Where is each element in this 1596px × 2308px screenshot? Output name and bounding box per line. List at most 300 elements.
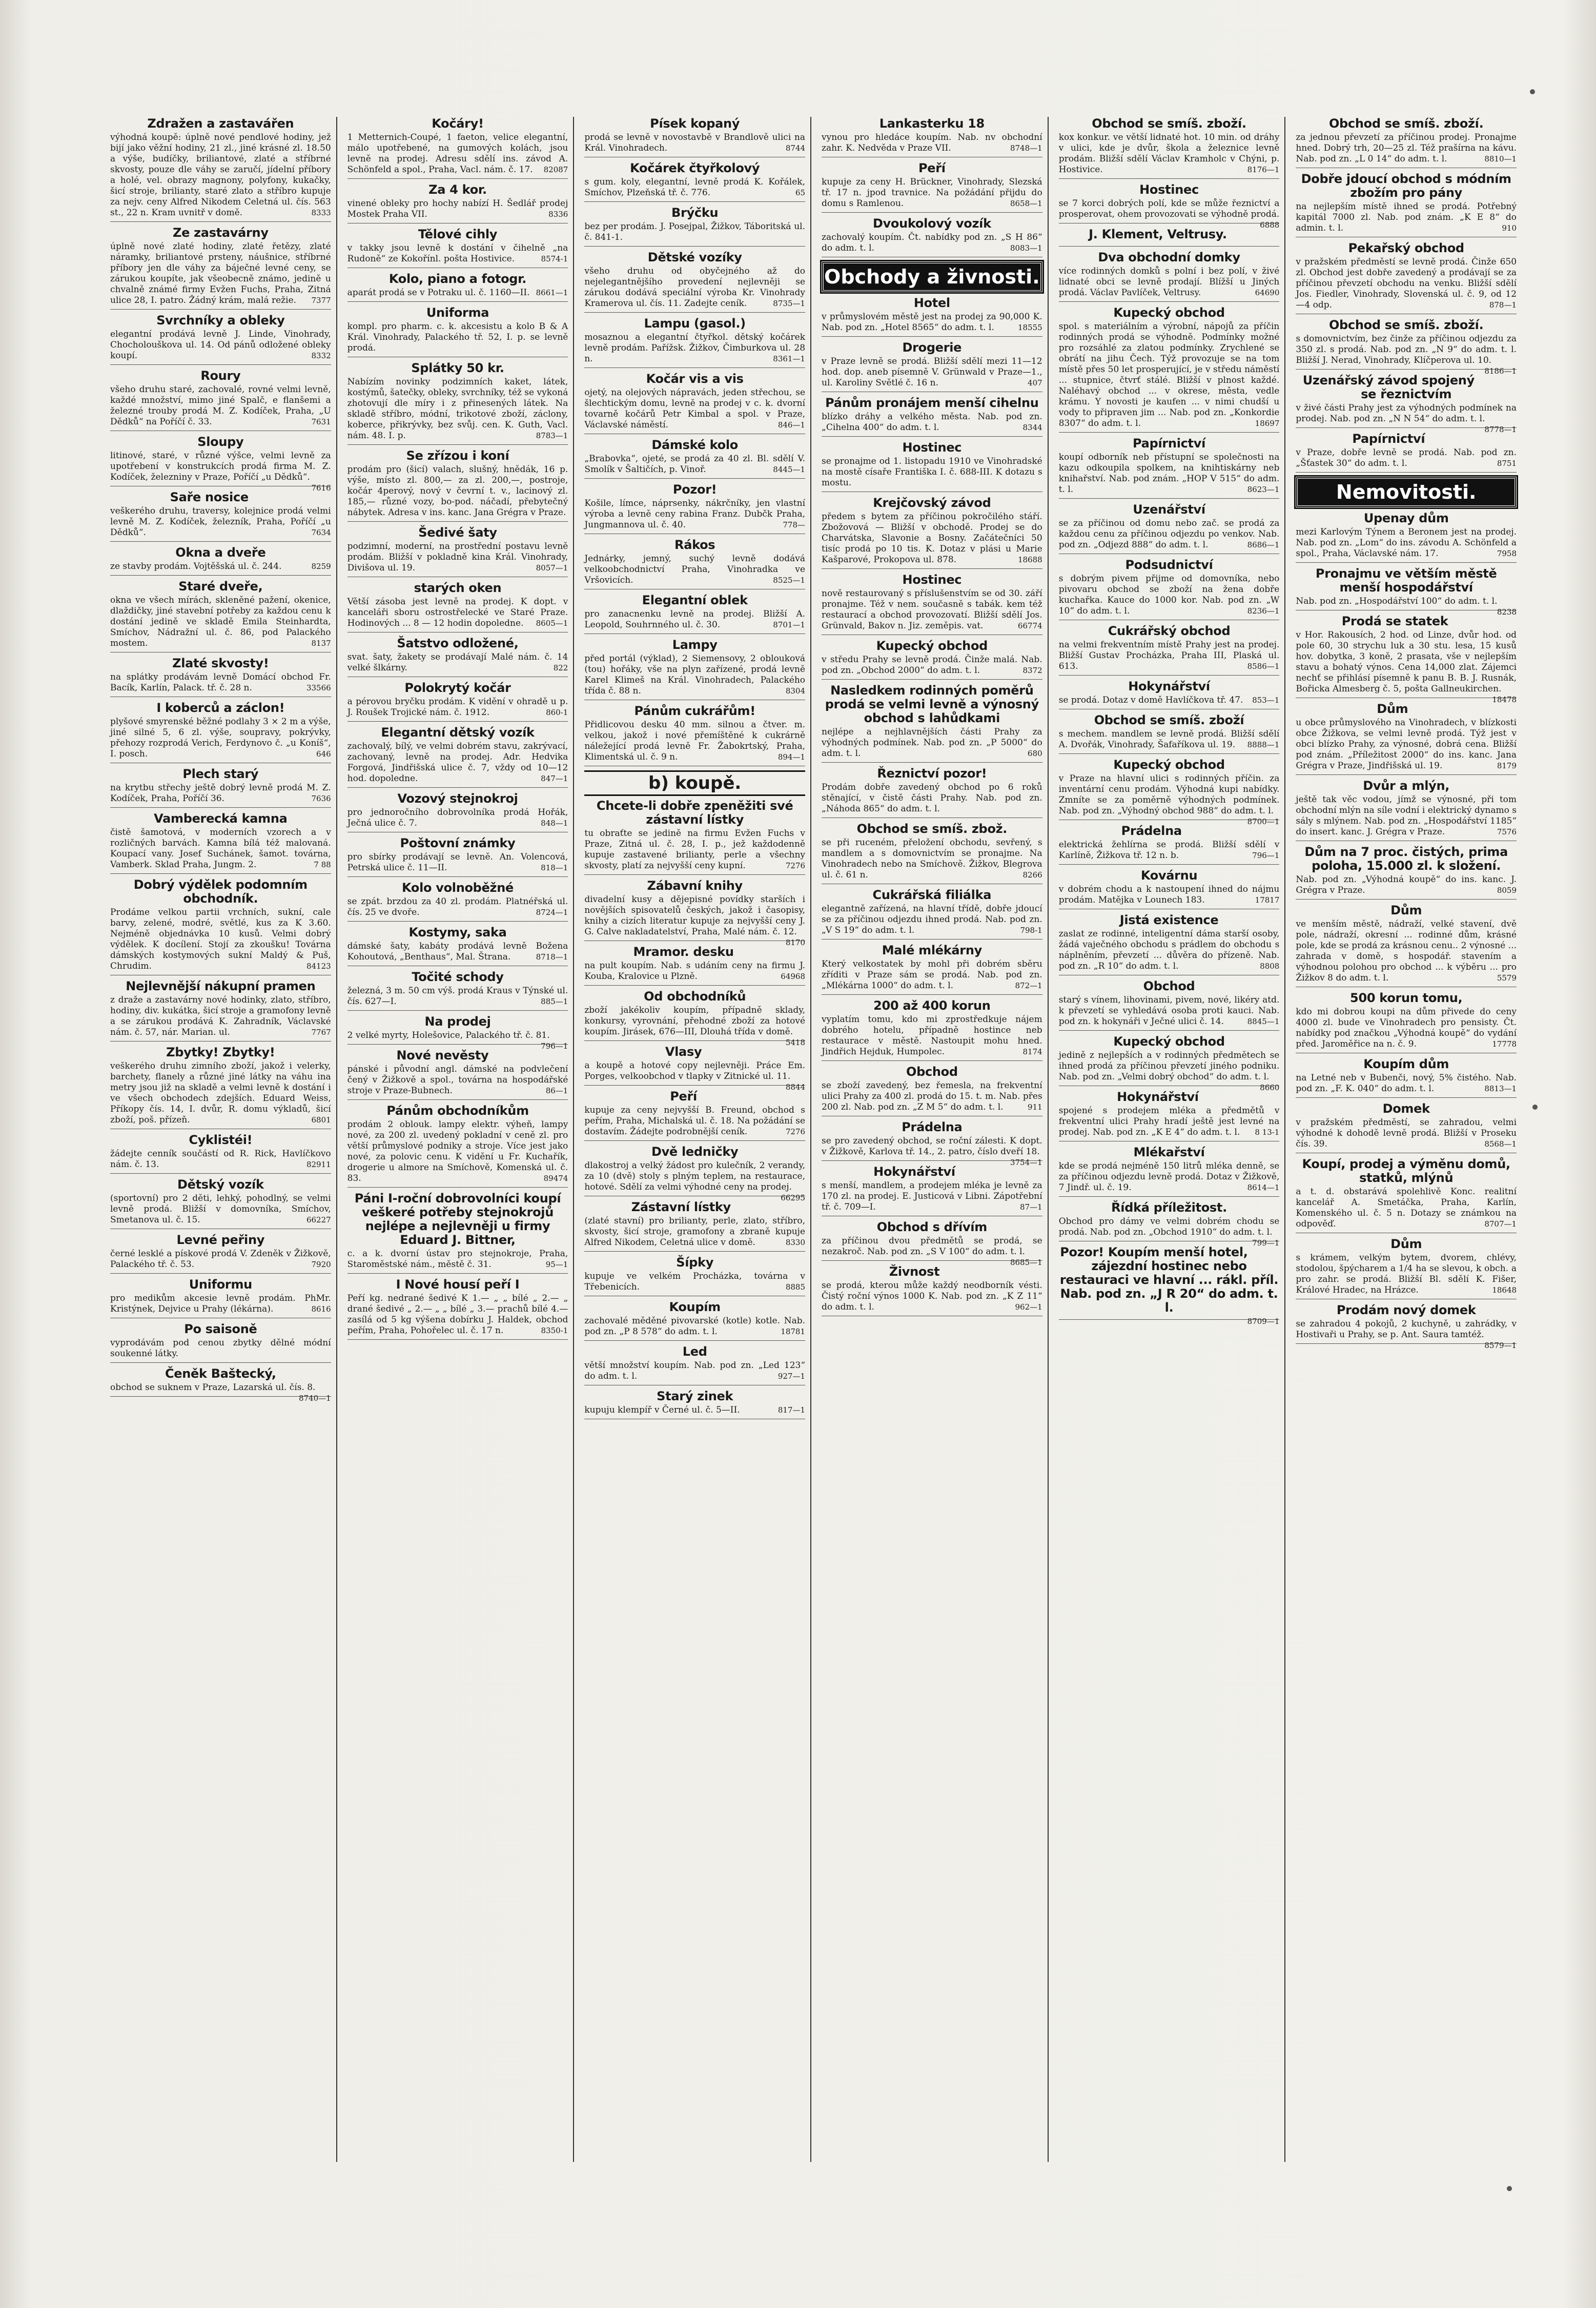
ad-title: Starý zinek (657, 1389, 733, 1403)
ad-body: výhodná koupě: úplně nové pendlové hodiny, jež bijí jako věžní hodiny, 21 zl., jiné krásné zl. 18.50 a výše, budíčky, briliantové, zlaté a stříbrné skvosty, pouze dle váhy se zaručí, jídelní příbory a holé, vel. obrazy magnony, polyfony, kukačky, šicí stroje, brilianty, staré zlato a stříbro kupuje za nejv. ceny Alfred Nikodem Celetná ul. čís. 563 st., 22 n. Kram uvnitř v domě. (110, 132, 331, 218)
ad-code: 8616 (311, 1304, 331, 1314)
ad-code: 8686—1 (1247, 540, 1280, 549)
ad-title: Dům na 7 proc. čistých, prima poloha, 15.000 zl. k složení. (1304, 845, 1508, 873)
classified-ad (110, 979, 331, 1041)
classified-ad (110, 1278, 331, 1318)
classified-ad (347, 970, 568, 1011)
ad-body: kupuje za ceny nejvyšší B. Freund, obchod s peřím, Praha, Michalská ul. č. 18. Na požádání se dostavím. Žádejte podrobnější ceník. (584, 1105, 806, 1137)
ad-body: veškerého druhu, traversy, kolejnice prodá velmi levně M. Z. Kodíček, železník, Praha, Poříčí „u Dědků“. (110, 506, 331, 538)
ad-title: Hokynářství (873, 1165, 955, 1179)
classified-ad (347, 183, 568, 223)
ad-code: 8525—1 (773, 576, 806, 585)
ad-title: Cukrářská filiálka (872, 888, 992, 902)
classified-ad (822, 767, 1042, 818)
ad-code: 18688 (1017, 555, 1042, 564)
ad-code: 18478 (1492, 695, 1517, 704)
ad-text (1296, 874, 1517, 896)
ad-body: Nabízím novinky podzimních kaket, látek, kostýmů, šatečky, obleky, svrchníky, též se vykoná zhotovují dle míry i z přinesených látek. Na skladě stříbro, módní, trikotové zboží, záclony, koberce, přikrývky, bez svůj. cen. K. Guth, Vacl. nám. 48. I. p. (347, 377, 568, 441)
ad-code: 64968 (781, 972, 806, 981)
ad-text (1058, 1050, 1280, 1092)
classified-ad (1059, 680, 1280, 709)
ad-body: v živé části Prahy jest za výhodných podmínek na prodej. Nab. pod zn. „N N 54“ do adm. t. l. (1296, 403, 1517, 424)
ad-body: tu obraťte se jedině na firmu Evžen Fuchs v Praze, Zitná ul. č. 28, I. p., jež každodenně kupuje zastavené brilianty, perle a všechny skvosty, platí za nejvyšší ceny kupní. (584, 828, 806, 871)
ad-title: Pozor! Koupím menší hotel, zájezdní hostinec nebo restauraci ve hlavní ... rákl. příl. Nab. pod zn. „J R 20“ do adm. t. l. (1059, 1245, 1279, 1315)
ad-code: 799—1 (1252, 1238, 1280, 1248)
ad-title: Kovárnu (1140, 868, 1198, 883)
ad-title: Staré dveře, (178, 579, 263, 594)
ad-code: 8083—1 (1010, 243, 1042, 253)
classified-ad (1296, 614, 1517, 704)
ad-body: Jednárky, jemný, suchý levně dodává velkoobchodnictví Praha, Vinohradka ve Vršovicích. (584, 554, 806, 585)
classified-ad (1059, 117, 1280, 179)
ad-text (584, 132, 805, 154)
ad-code: 778— (783, 520, 806, 529)
ad-text (822, 904, 1042, 936)
ad-body: v pražském předměstí, se zahradou, velmi výhodné k dohodě levně prodá. Bližší v Proseku čís. 39. (1296, 1117, 1517, 1149)
ad-title: Dětské vozíky (647, 250, 742, 264)
ad-code: 8701—1 (773, 620, 806, 629)
ad-body: aparát prodá se v Potraku ul. č. 1160—II. (347, 288, 530, 298)
ad-code: 18697 (1255, 419, 1280, 428)
ad-text (347, 464, 568, 518)
ad-title: Brýčku (671, 206, 719, 220)
ad-code: 8740—1 (298, 1394, 331, 1403)
classified-ad (347, 792, 568, 832)
ad-code: 927—1 (777, 1372, 806, 1381)
ad-code: 8350-1 (541, 1326, 568, 1335)
ad-body: za jednou převzetí za příčinou prodej. Pronajme hned. Dobrý trh, 20—25 zl. Též prašírna na kávu. Nab. pod zn. „L 0 14“ do adm. t. l. (1296, 132, 1517, 164)
ad-body: černé lesklé a pískové prodá V. Zdeněk v Žižkově, Palackého tř. č. 53. (110, 1249, 331, 1270)
ad-code: 8236—1 (1247, 606, 1280, 616)
ad-body: u obce průmyslového na Vinohradech, v blízkosti obce Žižkova, se velmi levně prodá. Týž jest v obci blízko Prahy, za výnosné, dobrá cena. Bližší pod znám. „Příležitost 2000“ do ins. kanc. Jana Grégra v Praze, Jindřišská ul. 19. (1296, 718, 1517, 771)
ad-text (1059, 452, 1280, 495)
ad-code: 86—1 (545, 1086, 568, 1095)
classified-ad (1059, 558, 1280, 620)
ad-title: Kočár vis a vis (646, 372, 744, 386)
ad-text (347, 243, 568, 264)
classified-ad (822, 296, 1042, 337)
classified-ad (584, 638, 805, 700)
ad-body: se zboží zavedený, bez řemesla, na frekventní ulici Prahy za 400 zl. prodá do 15. t. m. Nab. přes 200 zl. Nab. pod zn. „Z M 5“ do adm. t. l. (822, 1080, 1042, 1112)
ad-title: Kolo volnoběžné (402, 881, 514, 895)
ad-text (347, 741, 568, 784)
ad-body: zachovalý, bílý, ve velmi dobrém stavu, zakrývací, zachovaný, levně na prodej. Adr. Hedvika Forgová, Jindřišská ulice č. 7, vždy od 10—12 hod. dopoledne. (347, 741, 568, 784)
ad-text (1296, 1253, 1517, 1296)
ad-title: Obchod (1143, 979, 1195, 993)
ad-text (1058, 1216, 1280, 1248)
ad-code: 8137 (311, 639, 331, 648)
classified-ad (1296, 318, 1517, 376)
ad-title: Upenay dům (1363, 511, 1449, 525)
ad-title: Dům (1390, 903, 1422, 917)
classified-ad (1059, 1245, 1280, 1326)
classified-ad (1296, 1237, 1517, 1299)
ad-body: železná, 3 m. 50 cm výš. prodá Kraus v Týnské ul. čís. 627—I. (347, 986, 568, 1007)
ad-code: 87—1 (1020, 1202, 1042, 1212)
ad-title: Levné peřiny (176, 1233, 265, 1247)
ad-text (1296, 1007, 1517, 1050)
print-speck (1507, 2186, 1512, 2191)
classified-ad (584, 483, 805, 534)
ad-code: 885—1 (541, 997, 568, 1006)
ad-body: Větší zásoba jest levně na prodej. K dopt. v kanceláři sboru ostrostřelecké ve Staré Praze. Hodinových ... 8 — 12 hodin dopoledne. (347, 597, 568, 628)
ad-title: Peří (670, 1089, 697, 1104)
classified-ad (822, 1220, 1042, 1267)
ad-body: „Brabovka“, ojeté, se prodá za 40 zl. Bl. sdělí V. Smolík v Šaltičích, p. Vinoř. (584, 454, 806, 475)
ad-title: Cukrářský obchod (1108, 624, 1231, 638)
ad-text (347, 1030, 568, 1051)
ad-code: 18648 (1492, 1285, 1517, 1295)
ad-code: 8574-1 (541, 254, 568, 263)
ad-code: 680 (1028, 749, 1042, 758)
ad-code: 3754—1 (1010, 1158, 1042, 1167)
ad-code: 8808 (1260, 962, 1280, 971)
ad-body: s mechem. mandlem se levně prodá. Bližší sdělí A. Dvořák, Vinohrady, Šafaříkova ul. 19. (1058, 729, 1280, 750)
ad-title: Kočárek čtyřkolový (630, 161, 760, 175)
ad-title: Živnost (889, 1264, 940, 1279)
ad-body: kox konkur. ve větší lidnaté hot. 10 min. od dráhy v ulici, kde je dvůr, škola a železnice levně prodám. Bližší sdělí Václav Kramholc v Chýni, p. Hostivice. (1058, 132, 1280, 175)
ad-title: 200 až 400 korun (873, 998, 991, 1013)
ad-body: Peří kg. nedrané šedivé K 1.— „ „ bílé „ 2.— „ drané šedivé „ 2.— „ „ bílé „ 3.— prachů bílé 4.— zasílá od 5 kg výšena dobírku J. Haldek, obchod peřím, Praha, Pohořelec ul. č. 17 n. (347, 1293, 568, 1336)
ad-body: se za příčinou od domu nebo zač. se prodá za každou cenu za příčinou odjezdu po venkov. Nab. pod zn. „Odjezd 888“ do adm. t. l. (1058, 518, 1280, 550)
ad-body: prodám pro (šicí) valach, slušný, hnědák, 16 p. výše, místo zl. 800,— za zl. 200,—, postroje, kočár 4perový, nový v čevrní t. v., lacinový zl. 185,— různé vozy, bo-pod. náčadí, přebytečný nábytek. Adresa v ins. kanc. Jana Grégra v Praze. (347, 464, 568, 518)
ad-title: Od obchodníků (644, 989, 746, 1004)
ad-body: ještě tak věc vodou, jímž se výnosné, při tom obchodní mlýn na síle vodní i elektrický dynamo s sály s mlýnem. Nab. pod zn. „Hospodářství 1185“ do insert. kanc. J. Grégra v Praze. (1296, 794, 1517, 837)
ad-text (1296, 919, 1517, 984)
classified-ad (347, 272, 568, 302)
classified-ad (347, 1014, 568, 1051)
ad-code: 8445—1 (773, 465, 806, 474)
ad-title: Drogerie (902, 340, 962, 355)
ad-title: Dobře jdoucí obchod s módním zbožím pro pány (1301, 172, 1511, 200)
ad-body: s domovnictvím, bez činže za příčinou odjezdu za 350 zl. s prodá. Nab. pod zn. „N 9“ do adm. t. l. Bližší J. Nerad, Vinohrady, Klíčperova ul. 10. (1296, 334, 1517, 365)
ad-title: Uniforma (426, 305, 489, 320)
ad-body: spol. s materiálním a výrobní, nápojů za příčin rodinných prodá se výhodně. Podmínky možné pro rozsáhlé za zlatou podmínky. Zrychlené se obrátí na jihu Čech. Týž provozuje se na tom místě přes 50 let prosperující, je v středu náměstí ... stupnice, čtvrť stálé. Bližší v plnost každé. Naléhavý obchod ... v okrese, města, vedle krámu. Y novosti je kaufen ... v nimi chudší u vody to připraven jim ... Nab. pod zn. „Konkordie 8307“ do adm. t. l. (1058, 321, 1280, 428)
classified-ad (110, 701, 331, 763)
classified-ad (1296, 1102, 1517, 1153)
ad-body: Nab. pod zn. „Výhodná koupě“ do ins. kanc. J. Grégra v Praze. (1296, 874, 1517, 895)
ad-title: I koberců a záclon! (156, 701, 285, 715)
classified-ad (347, 836, 568, 877)
classified-ad (822, 639, 1042, 680)
ad-title: Roury (200, 369, 241, 383)
ad-title: Nasledkem rodinných poměrů prodá se velmi levně a výnosný obchod s lahůdkami (825, 683, 1039, 725)
classified-ad (584, 799, 805, 875)
ad-title: Lankasterku 18 (879, 117, 985, 131)
ad-title: Pozor! (672, 482, 717, 497)
ad-code: 860-1 (546, 708, 568, 717)
classified-ad (1296, 512, 1517, 563)
ad-title: Točité schody (412, 970, 504, 984)
ad-body: pro medikům akcesie levně prodám. PhMr. Kristýnek, Dejvice u Prahy (lékárna). (110, 1293, 331, 1314)
ad-text (347, 597, 568, 629)
ad-text (347, 1064, 568, 1096)
ad-title: Krejčovský závod (873, 496, 991, 510)
classified-ad (584, 1256, 805, 1296)
ad-text (584, 609, 805, 630)
ad-title: 500 korun tomu, (1350, 991, 1463, 1005)
ad-text (584, 1005, 806, 1047)
classified-ad (584, 317, 805, 368)
ad-title: Uniformu (189, 1277, 252, 1292)
classified-ad (584, 1300, 805, 1341)
ad-title: Polokrytý kočár (404, 681, 511, 695)
ad-text (1296, 1073, 1517, 1094)
classified-ad (1296, 241, 1517, 314)
ad-text (584, 828, 805, 871)
ad-title: Uzenářství (1133, 502, 1205, 517)
ad-code: 7958 (1497, 549, 1517, 558)
ad-text (347, 321, 568, 354)
ad-title: Se zřízou i koní (406, 448, 509, 463)
ad-title: Mramor. desku (633, 945, 734, 959)
ad-body: bez per prodám. J. Posejpal, Žižkov, Táboritská ul. č. 841-1. (584, 221, 806, 242)
ad-title: Dvůr a mlýn, (1363, 779, 1450, 793)
classified-ad (584, 206, 805, 247)
ad-title: Papírnictví (1133, 436, 1205, 451)
classified-ad (347, 449, 568, 522)
ad-title: Řídká příležitost. (1111, 1200, 1227, 1215)
classified-ad (110, 1133, 331, 1174)
ad-body: Prodám dobře zavedený obchod po 6 roků stěnající, v čistě části Prahy. Nab. pod zn. „Náhoda 865“ do adm. t. l. (822, 782, 1042, 814)
ad-body: na krytbu střechy ještě dobrý levně prodá M. Z. Kodíček, Praha, Poříčí 36. (110, 783, 331, 804)
classified-ad (110, 314, 331, 365)
ad-body: ojetý, na olejových nápravách, jeden střechou, se šlechtickým domu, levně na prodej v c. k. dvorní tovarně kočárů Petr Kimbal a spol. v Praze, Václavské náměstí. (584, 387, 806, 430)
ad-code: 8735—1 (773, 299, 806, 308)
ad-code: 8 13-1 (1255, 1128, 1280, 1137)
ad-title: Po saisoně (184, 1322, 257, 1336)
classified-ad (110, 812, 331, 874)
ad-code: 8336 (548, 210, 568, 219)
ad-body: se zpát. brzdou za 40 zl. prodám. Platnéřská ul. čís. 25 ve dvoře. (347, 896, 568, 917)
ad-title: Hostinec (902, 440, 962, 455)
ad-code: 84123 (306, 962, 331, 971)
ad-text (347, 377, 568, 441)
classified-ad (1296, 373, 1517, 434)
ad-title: Vozový stejnokroj (397, 791, 518, 806)
classified-ad (1296, 702, 1517, 775)
ad-title: Poštovní známky (400, 836, 516, 850)
ad-title: Pekařský obchod (1348, 241, 1464, 255)
ad-text (584, 1216, 805, 1248)
ad-text (1059, 321, 1280, 429)
ad-code: 8179 (1497, 761, 1517, 770)
ad-title: Elegantní dětský vozík (381, 725, 535, 740)
ad-code: 66774 (1017, 621, 1042, 630)
ad-code: 8888—1 (1247, 740, 1280, 749)
classified-ad (1059, 306, 1280, 433)
ad-code: 5418 (785, 1038, 806, 1047)
ad-title: Sloupy (197, 435, 244, 449)
ad-title: Hostinec (902, 573, 962, 587)
ad-body: elektrická žehlírna se prodá. Bližší sdělí v Karlíně, Žižkova tř. 12 n. b. (1058, 840, 1280, 861)
ad-code: 7920 (311, 1260, 331, 1269)
ad-title: Pánům pronájem menší cihelnu (825, 396, 1039, 410)
classified-ad (110, 580, 331, 652)
ad-text (1296, 1319, 1517, 1350)
classified-ad (584, 1390, 805, 1419)
classified-ad (1059, 437, 1280, 499)
ad-title: Koupí, prodej a výměnu domů, statků, mlýnů (1302, 1157, 1510, 1185)
print-speck (1532, 1105, 1538, 1110)
ad-title: Zábavní knihy (647, 879, 743, 893)
ad-text (110, 1061, 331, 1126)
ad-title: Koupím (669, 1300, 721, 1314)
ad-body: více rodinných domků s polní i bez polí, v živé lidnaté obci se levně prodají. Blížší u Jiných prodá. Václav Pavlíček, Veltrusy. (1058, 266, 1280, 298)
ad-body: nejlépe a nejhlavnějších části Prahy za výhodných podmínek. Nab. pod zn. „P 5000“ do adm. t. l. (822, 727, 1042, 759)
classified-ad (1059, 228, 1280, 247)
ad-code: 8586—1 (1247, 662, 1280, 671)
ad-text (822, 1136, 1042, 1167)
classified-ad (1296, 779, 1517, 841)
classified-ad (1059, 913, 1280, 975)
ad-title: Kostymy, saka (408, 925, 507, 939)
ad-text (110, 672, 331, 693)
ad-code: 8605—1 (536, 619, 568, 628)
ad-code: 8579—1 (1484, 1341, 1517, 1350)
classified-ad (822, 341, 1042, 392)
ad-body: větší množství koupím. Nab. pod zn. „Led 123“ do adm. t. l. (584, 1360, 806, 1381)
ad-code: 7616 (311, 483, 331, 493)
ad-code: 8778—1 (1484, 425, 1517, 434)
ad-text (822, 1236, 1042, 1267)
ad-text (1059, 132, 1280, 175)
ad-code: 796—1 (1252, 851, 1280, 860)
ad-text (584, 1360, 805, 1382)
ad-body: starý s vínem, lihovinami, pivem, nové, likéry atd. k převzetí se vyhledává osoba proti kauci. Nab. pod zn. k hokynáři v Ječné ulici č. 14. (1058, 995, 1280, 1027)
classified-ad (1059, 713, 1280, 754)
ad-title: Kupecký obchod (876, 639, 988, 653)
classified-ad (110, 1233, 331, 1274)
classified-ad (1059, 503, 1280, 554)
ad-code: 8813—1 (1484, 1084, 1517, 1093)
ad-body: zboží jakékoliv koupím, případně sklady, konkursy, vyrovnání, přehodné zboží za hotové koupím. Jirásek, 676—III, Dlouhá třída v domě. (584, 1005, 806, 1037)
ad-text (584, 221, 805, 243)
ad-title: Šípky (676, 1255, 714, 1270)
classified-ad (1296, 1057, 1517, 1098)
ad-text (822, 1280, 1042, 1313)
ad-text (822, 1180, 1042, 1213)
ad-body: se pro zavedený obchod, se roční zálesti. K dopt. v Žižkově, Karlova tř. 14., 2. patro, číslo dveří 18. (822, 1136, 1042, 1157)
ad-code: 7631 (311, 417, 331, 426)
classified-ad (1296, 991, 1517, 1053)
ad-title: Prádelna (1121, 824, 1182, 838)
ad-body: s menší, mandlem, a prodejem mléka je levně za 170 zl. na prodej. E. Justicová v Libni. Zápotřební tř. č. 709—I. (822, 1180, 1042, 1212)
ad-text (1059, 695, 1280, 706)
ad-text (110, 595, 331, 649)
classified-ad (1059, 869, 1280, 909)
ad-body: úplně nové zlaté hodiny, zlaté řetězy, zlaté náramky, briliantové prsteny, náušnice, stříbrné příbory jen dle váhy za báječné levné ceny, se zárukou koupíte, jak všeobecně známo, jedině u chvalně známé firmy Evžen Fuchs, Praha, Zitná ulice 28, I. patro. Žádný krám, malá režie. (110, 241, 331, 305)
ad-text (110, 783, 331, 804)
ad-text (584, 454, 805, 475)
ad-text (1296, 201, 1517, 234)
ad-title: Šatstvo odložené, (397, 636, 519, 650)
ad-body: elegantně zařízená, na hlavní třídě, dobře jdoucí se za příčinou odjezdu ihned prodá. Nab. pod zn. „V S 19“ do adm. t. l. (822, 904, 1042, 935)
ad-text (347, 1293, 568, 1336)
ad-text (1059, 640, 1280, 672)
ad-text (347, 1249, 568, 1270)
print-speck (1530, 89, 1535, 94)
ad-code: 8844 (785, 1082, 806, 1092)
ad-text (822, 356, 1042, 389)
ad-title: Jistá existence (1119, 913, 1219, 927)
classified-ad (1296, 904, 1517, 987)
classified-ad (347, 1278, 568, 1340)
ad-body: (sportovní) pro 2 děti, lehký, pohodlný, se velmi levně prodá. Bližší v domovníka, Smíchov, Smetanova ul. č. 15. (110, 1193, 331, 1225)
ad-text (1296, 132, 1517, 165)
ad-text (1296, 257, 1517, 311)
classified-ad (822, 573, 1042, 635)
ad-text (110, 1338, 331, 1359)
ad-text (584, 266, 805, 309)
classified-ad (110, 1178, 331, 1229)
ad-code: 95—1 (545, 1260, 568, 1269)
ad-title: Dvoukolový vozík (872, 216, 991, 231)
ad-code: 8744 (785, 144, 806, 153)
classified-ad (584, 251, 805, 313)
ad-body: s krámem, velkým bytem, dvorem, chlévy, stodolou, špýcharem a 1/4 ha se slevou, k obch. a pro zahr. se prodá. Bližší Bl. sdělí K. Fišer, Králové Hradec, na Hrázce. (1296, 1253, 1517, 1295)
ad-title: Svrchníky a obleky (156, 313, 285, 328)
ad-body: nově restaurovaný s příslušenstvím se od 30. září pronajme. Též v nem. současně s tabák. kem též restaurací a obchod provozovatí. Bližší sdělí Jos. Grünvald, Bakov n. Jiz. zeměpis. vat. (822, 588, 1042, 631)
ad-body: na nejlepším místě ihned se prodá. Potřebný kapitál 7000 zl. Nab. pod znám. „K E 8“ do admin. t. l. (1296, 201, 1517, 233)
ad-body: se zahradou 4 pokojů, 2 kuchyně, u zahrádky, v Hostivaři u Prahy, se p. Ant. Saura tamtéž. (1296, 1319, 1517, 1340)
column-4 (816, 117, 1049, 2162)
ad-body: (zlaté stavní) pro brilianty, perle, zlato, stříbro, skvosty, šicí stroje, gramofony a zbraně kupuje Alfred Nikodem, Celetná ulice v domě. (584, 1216, 806, 1248)
ad-title: Nové nevěsty (396, 1048, 489, 1063)
ad-code: 64690 (1255, 288, 1280, 297)
ad-text (822, 959, 1042, 991)
classified-ad (347, 526, 568, 577)
classified-ad (584, 538, 805, 589)
ad-body: se prodá. Dotaz v domě Havlíčkova tř. 47. (1058, 695, 1243, 705)
ad-body: v pražském předměstí se levně prodá. Činže 650 zl. Obchod jest dobře zavedený a prodávají se za příčinou převzetí obchodu na venku. Bližší sdělí Jos. Fiedler, Vinohrady, Slovenská ul. č. 9, od 12—4 odp. (1296, 257, 1517, 310)
ad-title: Saře nosice (170, 490, 249, 504)
classified-ad (584, 1090, 805, 1141)
ad-text (822, 588, 1042, 631)
ad-body: za příčinou dvou předmětů se prodá, se nezakroč. Nab. pod zn. „S V 100“ do adm. t. l. (822, 1236, 1042, 1257)
column-2 (342, 117, 575, 2162)
ad-body: kupuju klempíř v Černé ul. č. 5—II. (584, 1405, 740, 1415)
section-banner: Nemovitosti. (1296, 477, 1517, 507)
ad-title: Dětský vozík (177, 1177, 264, 1192)
ad-text (110, 1149, 331, 1170)
ad-title: Hokynářství (1117, 1090, 1199, 1104)
ad-text (110, 1193, 331, 1226)
ad-code: 8748—1 (1010, 144, 1042, 153)
ad-text (584, 177, 805, 198)
ad-code: 796—1 (541, 1041, 568, 1051)
ad-code: 7276 (785, 861, 806, 870)
ad-title: Kolo, piano a fotogr. (388, 272, 527, 286)
classified-ad (1059, 1090, 1280, 1141)
ad-text (1296, 403, 1517, 434)
ad-text (584, 1060, 806, 1092)
ad-code: 66227 (306, 1215, 331, 1224)
ad-code: 8783—1 (536, 431, 568, 440)
ad-title: Obchod se smíš. zboží. (1328, 117, 1484, 131)
ad-title: Dům (1377, 702, 1408, 716)
ad-text (1059, 884, 1280, 906)
section-banner: Obchody a živnosti. (822, 261, 1042, 292)
ad-title: Cyklistéi! (189, 1133, 253, 1147)
classified-ad (1058, 758, 1280, 826)
ad-title: Lampy (672, 638, 718, 652)
ad-title: Splátky 50 kr. (411, 361, 504, 375)
ad-title: Dva obchodní domky (1098, 250, 1240, 264)
ad-code: 8304 (785, 686, 806, 696)
ad-body: z draže a zastavárny nové hodinky, zlato, stříbro, hodiny, div. kukátka, šicí stroje a gramofony levně a se zárukou prodává K. Zahradník, Václavské nám. č. 57, nár. Marian. ul. (110, 995, 331, 1037)
ad-code: 7576 (1497, 827, 1517, 836)
